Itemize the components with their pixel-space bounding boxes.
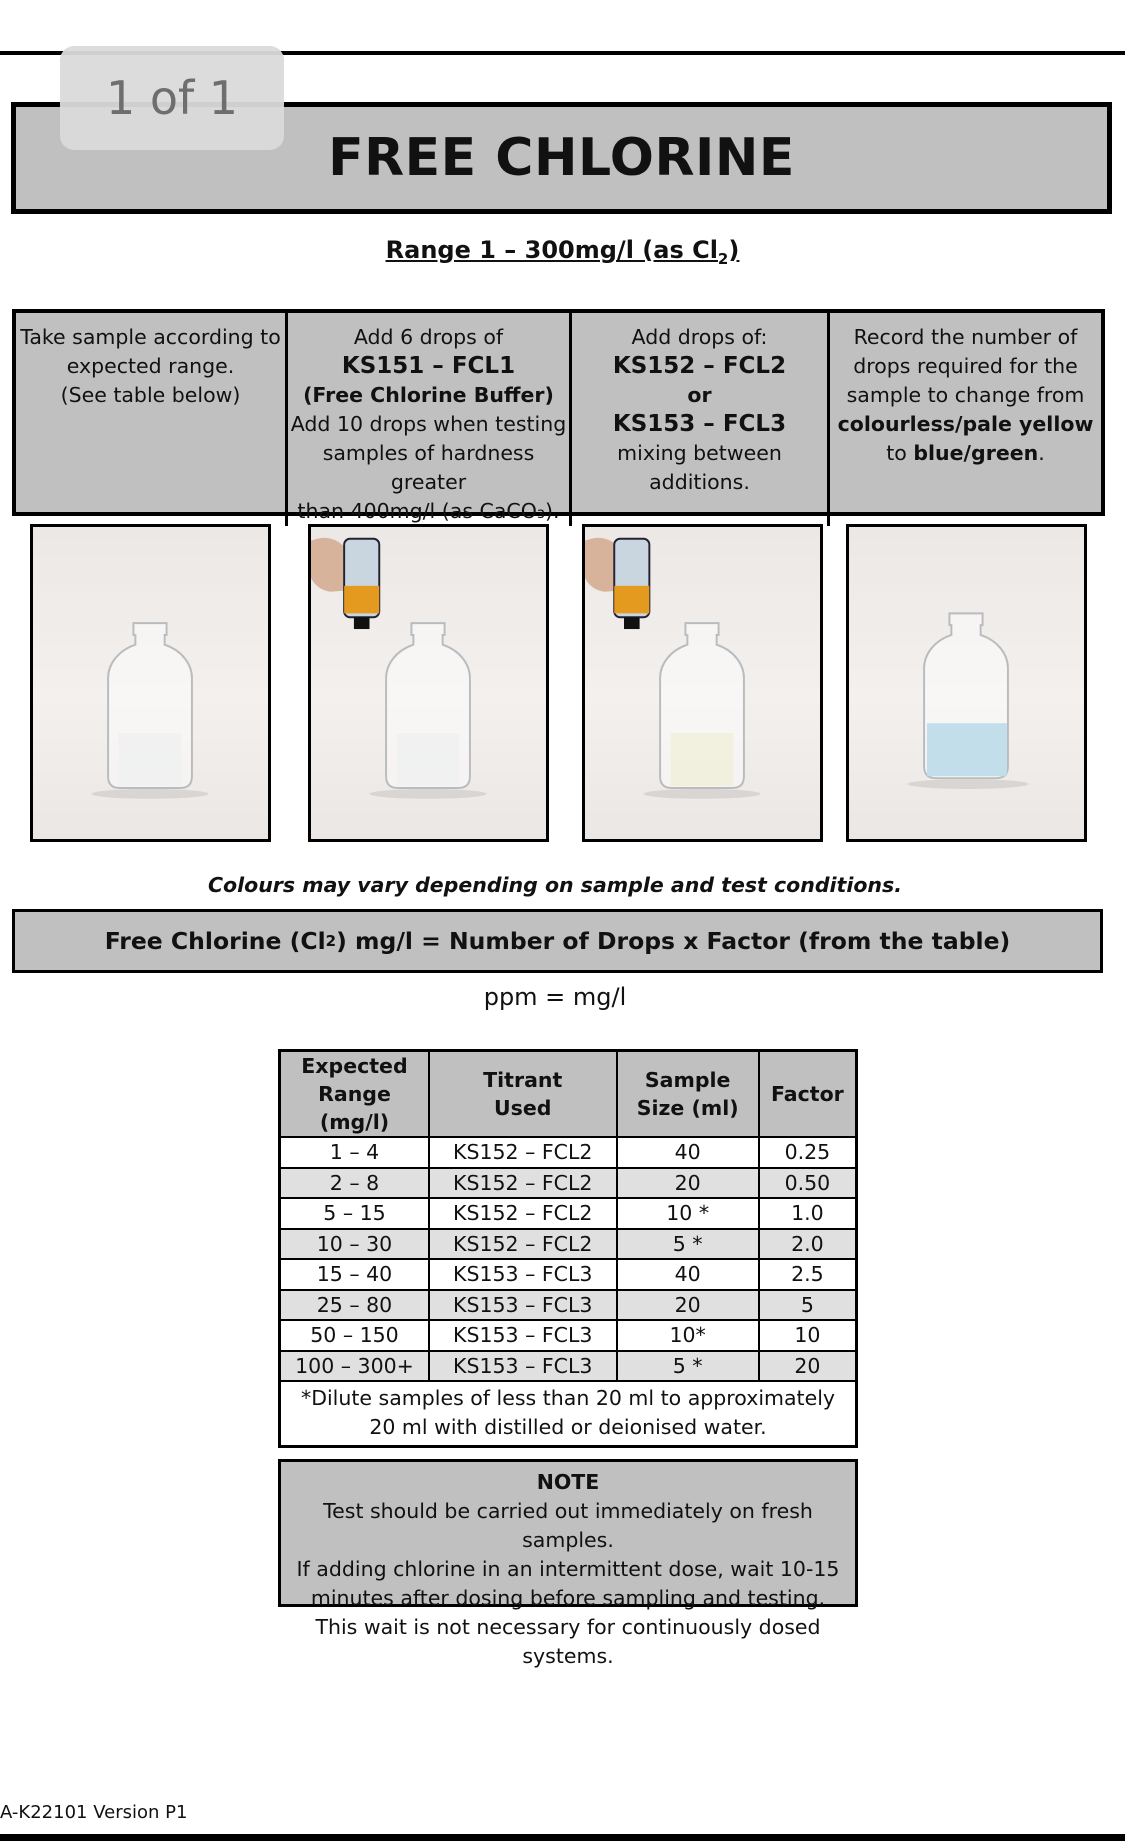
col-sample-size: Sample Size (ml) bbox=[617, 1051, 759, 1138]
table-row: 50 – 150 KS153 – FCL3 10* 10 bbox=[280, 1320, 857, 1351]
table-row: 2 – 8 KS152 – FCL2 20 0.50 bbox=[280, 1168, 857, 1199]
step-3: Add drops of: KS152 – FCL2 or KS153 – FCL3 mixing between additions. bbox=[572, 313, 830, 526]
range-table bbox=[278, 1049, 858, 1448]
document-version: A-K22101 Version P1 bbox=[0, 1802, 188, 1823]
liquid-4 bbox=[927, 723, 1007, 776]
liquid-1 bbox=[119, 733, 181, 786]
note-heading: NOTE bbox=[536, 1470, 600, 1494]
step-1: Take sample according to expected range. (See table below) bbox=[16, 313, 288, 526]
ppm-note: ppm = mg/l bbox=[483, 983, 627, 1011]
table-footnote-row bbox=[280, 1381, 857, 1447]
table-row: 5 – 15 KS152 – FCL2 10 * 1.0 bbox=[280, 1198, 857, 1229]
photo-adding-buffer bbox=[308, 524, 549, 842]
procedure-steps bbox=[12, 309, 1105, 523]
page-indicator: 1 of 1 bbox=[60, 46, 284, 150]
liquid-2 bbox=[397, 733, 459, 786]
liquid-3 bbox=[671, 733, 733, 786]
table-footnote: *Dilute samples of less than 20 ml to approximately 20 ml with distilled or deionised water. bbox=[280, 1381, 857, 1447]
col-titrant: Titrant Used bbox=[429, 1051, 617, 1138]
col-expected-range: Expected Range (mg/l) bbox=[280, 1051, 429, 1138]
table-row: 10 – 30 KS152 – FCL2 5 * 2.0 bbox=[280, 1229, 857, 1260]
table-header-row bbox=[280, 1051, 857, 1138]
photo-endpoint-blue bbox=[846, 524, 1087, 842]
step-4: Record the number of drops required for the sample to change from colourless/pale yellow to blue/green. bbox=[837, 325, 1094, 465]
table-row: 25 – 80 KS153 – FCL3 20 5 bbox=[280, 1290, 857, 1321]
table-row: 100 – 300+ KS153 – FCL3 5 * 20 bbox=[280, 1351, 857, 1382]
col-factor: Factor bbox=[759, 1051, 857, 1138]
range-subtitle: Range 1 – 300mg/l (as $Cl_2$) bbox=[385, 236, 740, 268]
page-title: FREE CHLORINE bbox=[11, 102, 1112, 214]
photo-sample-bottle bbox=[30, 524, 271, 842]
colours-note: Colours may vary depending on sample and test conditions. bbox=[207, 873, 903, 897]
photo-adding-titrant bbox=[582, 524, 823, 842]
table-row: 1 – 4 KS152 – FCL2 40 0.25 bbox=[280, 1137, 857, 1168]
bottom-rule bbox=[0, 1834, 1125, 1841]
formula-bar: Free Chlorine (Cl 2 ) mg/l = Number of Drops x Factor (from the table) bbox=[12, 909, 1103, 973]
note-box: NOTE Test should be carried out immediately on fresh samples. If adding chlorine in an intermittent dose, wait 10-15 minutes after dosing before sampling and testing. This wait is not necessary for continuously dosed systems. bbox=[278, 1459, 858, 1607]
step-2: Add 6 drops of KS151 – FCL1 (Free Chlorine Buffer) Add 10 drops when testing samples of hardness greater than 400mg/l (as CaCO₃). bbox=[288, 313, 572, 526]
table-row: 15 – 40 KS153 – FCL3 40 2.5 bbox=[280, 1259, 857, 1290]
